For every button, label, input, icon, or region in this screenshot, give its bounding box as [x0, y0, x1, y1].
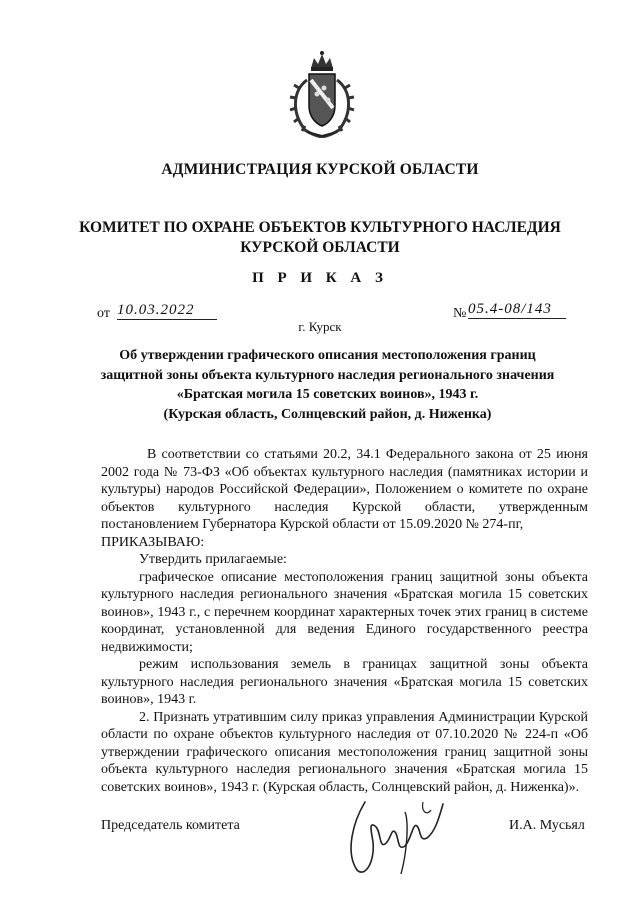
paragraph-order-word: ПРИКАЗЫВАЮ:	[101, 534, 205, 550]
paragraph-repeal: 2. Признать утратившим силу приказ управления Администрации Курской области по охране объектов культурного наследия от 07.10.2020 № 224-п «Об утверждении графического описания местоположения границ защитной зоны объекта культурного наследия регионального значения «Братская могила 15 советских воинов», 1943 г. (Курская область, Солнцевский район, д. Ниженка)».	[101, 709, 588, 795]
committee-name-line1: КОМИТЕТ ПО ОХРАНЕ ОБЪЕКТОВ КУЛЬТУРНОГО НАСЛЕДИЯ	[79, 219, 561, 236]
document-type: П Р И К А З	[252, 270, 388, 286]
city: г. Курск	[298, 319, 342, 334]
paragraph-land-use-regime: режим использования земель в границах защитной зоны объекта культурного наследия регионального значения «Братская могила 15 советских воинов», 1943 г.	[101, 657, 588, 707]
organization-name: АДМИНИСТРАЦИЯ КУРСКОЙ ОБЛАСТИ	[161, 161, 479, 178]
signature-image	[335, 782, 455, 882]
paragraph-approve: Утвердить прилагаемые:	[139, 552, 287, 567]
title-line3: «Братская могила 15 советских воинов», 1943 г.	[176, 387, 479, 402]
title-line4: (Курская область, Солнцевский район, д. Ниженка)	[163, 406, 492, 422]
date-value: 10.03.2022	[117, 302, 217, 320]
committee-name	[0, 218, 640, 258]
committee-name-line2: КУРСКОЙ ОБЛАСТИ	[240, 239, 400, 256]
number-label: №	[453, 306, 467, 321]
document-body	[101, 446, 588, 796]
number-value: 05.4-08/143	[468, 301, 566, 319]
signer-position: Председатель комитета	[101, 818, 240, 833]
paragraph-graphic-description: графическое описание местоположения границ защитной зоны объекта культурного наследия регионального значения «Братская могила 15 советских воинов», 1943 г., с перечнем координат характерных точек этих границ в системе координат, установленной для ведения Единого государственного реестра недвижимости;	[101, 569, 588, 655]
paragraph-preamble: В соответствии со статьями 20.2, 34.1 Федерального закона от 25 июня 2002 года № 73-ФЗ «Об объектах культурного наследия (памятниках истории и культуры) народов Российской Федерации», Положением о комитете по охране объектов культурного наследия Курской области, утвержденным постановлением Губернатора Курской области от 15.09.2020 № 274-пг,	[101, 447, 588, 532]
title-line1: Об утверждении графического описания местоположения границ	[119, 348, 536, 363]
document-title	[100, 346, 555, 424]
signer-name: И.А. Мусьял	[509, 818, 585, 833]
date-label: от	[97, 306, 110, 321]
coat-of-arms-icon	[287, 50, 357, 138]
title-line2: защитной зоны объекта культурного наследия регионального значения	[100, 367, 555, 383]
